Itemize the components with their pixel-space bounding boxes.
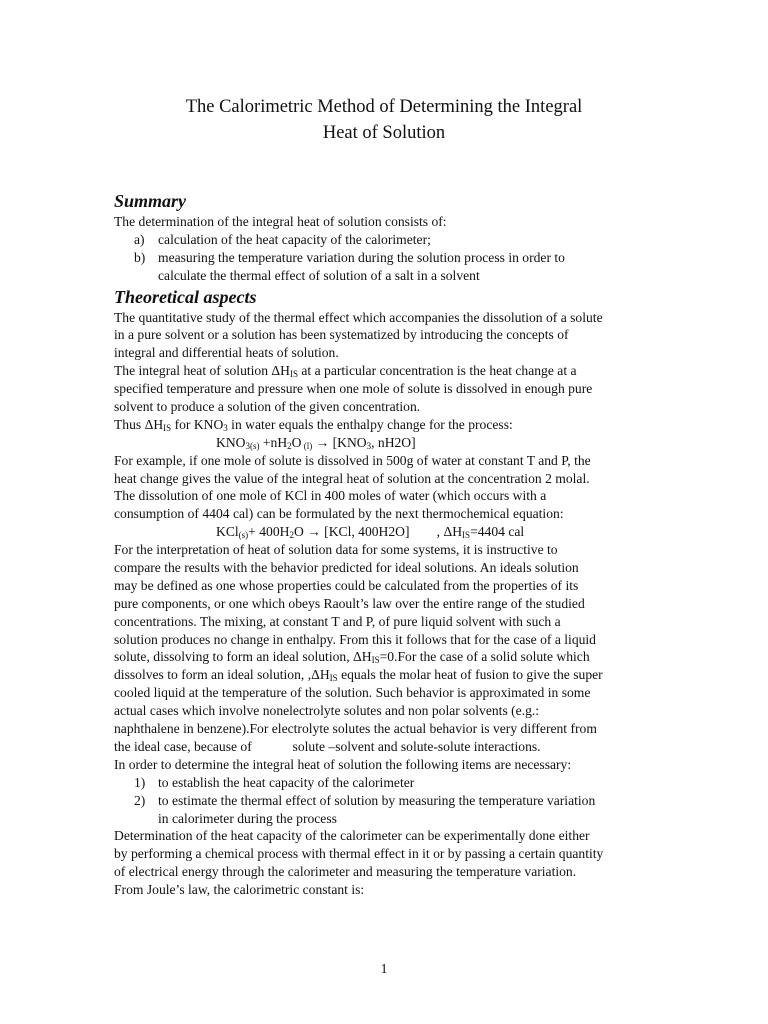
paragraph-line: For example, if one mole of solute is dissolved in 500g of water at constant T and P, the (114, 452, 591, 468)
list-item (114, 774, 659, 792)
summary-heading: Summary (114, 191, 187, 211)
document-body (114, 190, 659, 899)
paragraph-line (114, 648, 659, 666)
subscript: IS (163, 422, 172, 433)
list-item-text: to estimate the thermal effect of solution by measuring the temperature variation (158, 792, 596, 808)
paragraph-line: consumption of 4404 cal) can be formulated by the next thermochemical equation: (114, 506, 564, 522)
paragraph-line: the ideal case, because of solute –solvent and solute-solute interactions. (114, 738, 541, 754)
paragraph-line (114, 362, 659, 380)
text-run: , nH2O] (371, 434, 416, 450)
list-item (114, 792, 659, 810)
title-line: The Calorimetric Method of Determining the Integral (185, 97, 583, 117)
text-run: in water equals the enthalpy change for the process: (227, 416, 513, 432)
paragraph-line: pure components, or one which obeys Raoult’s law over the entire range of the studied (114, 595, 585, 611)
paragraph-line: by performing a chemical process with thermal effect in it or by passing a certain quantity (114, 846, 604, 862)
subscript: IS (462, 530, 471, 541)
equation-kcl (114, 523, 659, 541)
title-line: Heat of Solution (322, 123, 446, 143)
list-item-text: calculation of the heat capacity of the calorimeter; (158, 231, 431, 247)
list-item-continuation: calculate the thermal effect of solution of a salt in a solvent (158, 267, 480, 283)
text-run: The integral heat of solution ΔH (114, 363, 290, 379)
paragraph-line: of electrical energy through the calorimeter and measuring the temperature variation. (114, 864, 577, 880)
text-run: solute, dissolving to form an ideal solution, ΔH (114, 649, 372, 665)
paragraph-line: For the interpretation of heat of solution data for some systems, it is instructive to (114, 542, 558, 558)
text-run: KCl (216, 524, 239, 540)
text-run: =4404 cal (470, 524, 525, 540)
page-number: 1 (380, 961, 388, 976)
text-run: equals the molar heat of fusion to give the super (337, 667, 603, 683)
list-marker: 1) (134, 774, 146, 790)
text-run: O → [KCl, 400H2O] , ΔH (293, 524, 463, 540)
paragraph-line: Determination of the heat capacity of the calorimeter can be experimentally done either (114, 828, 590, 844)
list-marker: a) (134, 231, 145, 247)
paragraph-line: cooled liquid at the temperature of the solution. Such behavior is approximated in some (114, 685, 591, 701)
list-item-continuation: in calorimeter during the process (158, 810, 337, 826)
paragraph-line: The determination of the integral heat of solution consists of: (114, 214, 447, 229)
subscript: 3(s) (245, 440, 260, 451)
text-run: Thus ΔH (114, 416, 164, 432)
paragraph-line: solvent to produce a solution of the given concentration. (114, 399, 421, 415)
subscript: 3 (366, 440, 372, 451)
list-item-text: measuring the temperature variation during the solution process in order to (158, 249, 565, 265)
text-run: KNO (216, 434, 246, 450)
list-item (114, 249, 659, 267)
subscript: (s) (238, 530, 249, 541)
paragraph-line: solution produces no change in enthalpy. From this it follows that for the case of a liquid (114, 631, 596, 647)
subscript: 3 (223, 422, 228, 433)
paragraph-line: may be defined as one whose properties could be calculated from the properties of its (114, 577, 579, 593)
subscript: IS (329, 673, 338, 684)
theory-heading: Theoretical aspects (114, 286, 257, 307)
list-marker: b) (134, 249, 146, 265)
equation-kno3 (114, 434, 659, 452)
paragraph-line: heat change gives the value of the integral heat of solution at the concentration 2 molal. (114, 470, 590, 486)
paragraph-line: In order to determine the integral heat of solution the following items are necessary: (114, 756, 572, 772)
subscript: 2 (287, 440, 292, 451)
paragraph-line (114, 416, 659, 434)
paragraph-line: The quantitative study of the thermal effect which accompanies the dissolution of a solute (114, 309, 603, 325)
paragraph-line: compare the results with the behavior predicted for ideal solutions. An ideals solution (114, 560, 579, 576)
list-item (114, 231, 659, 249)
document-title (0, 94, 768, 146)
text-run: O (291, 434, 302, 450)
subscript: IS (371, 655, 380, 666)
paragraph-line: integral and differential heats of solution. (114, 345, 339, 361)
subscript: (l) (301, 440, 313, 451)
paragraph-line: naphthalene in benzene).For electrolyte solutes the actual behavior is very different from (114, 721, 597, 737)
text-run: at a particular concentration is the heat change at a (298, 363, 577, 379)
text-run: → [KNO (312, 434, 367, 450)
subscript: IS (289, 369, 298, 380)
paragraph-line: in a pure solvent or a solution has been systematized by introducing the concepts of (114, 327, 569, 343)
paragraph-line: The dissolution of one mole of KCl in 400 moles of water (which occurs with a (114, 488, 547, 504)
paragraph-line: From Joule’s law, the calorimetric constant is: (114, 882, 365, 898)
paragraph-line: concentrations. The mixing, at constant T and P, of pure liquid solvent with such a (114, 613, 561, 629)
text-run: dissolves to form an ideal solution, ,ΔH (114, 667, 330, 683)
list-marker: 2) (134, 792, 146, 808)
paragraph-line (114, 666, 659, 684)
text-run: + 400H (248, 524, 290, 540)
subscript: 2 (289, 530, 294, 541)
text-run: +nH (259, 434, 288, 450)
list-item-text: to establish the heat capacity of the calorimeter (158, 774, 415, 790)
text-run: for KNO (171, 416, 224, 432)
text-run: =0.For the case of a solid solute which (379, 649, 590, 665)
paragraph-line: actual cases which involve nonelectrolyte solutes and non polar solvents (e.g.: (114, 703, 540, 719)
paragraph-line: specified temperature and pressure when one mole of solute is dissolved in enough pure (114, 381, 593, 397)
